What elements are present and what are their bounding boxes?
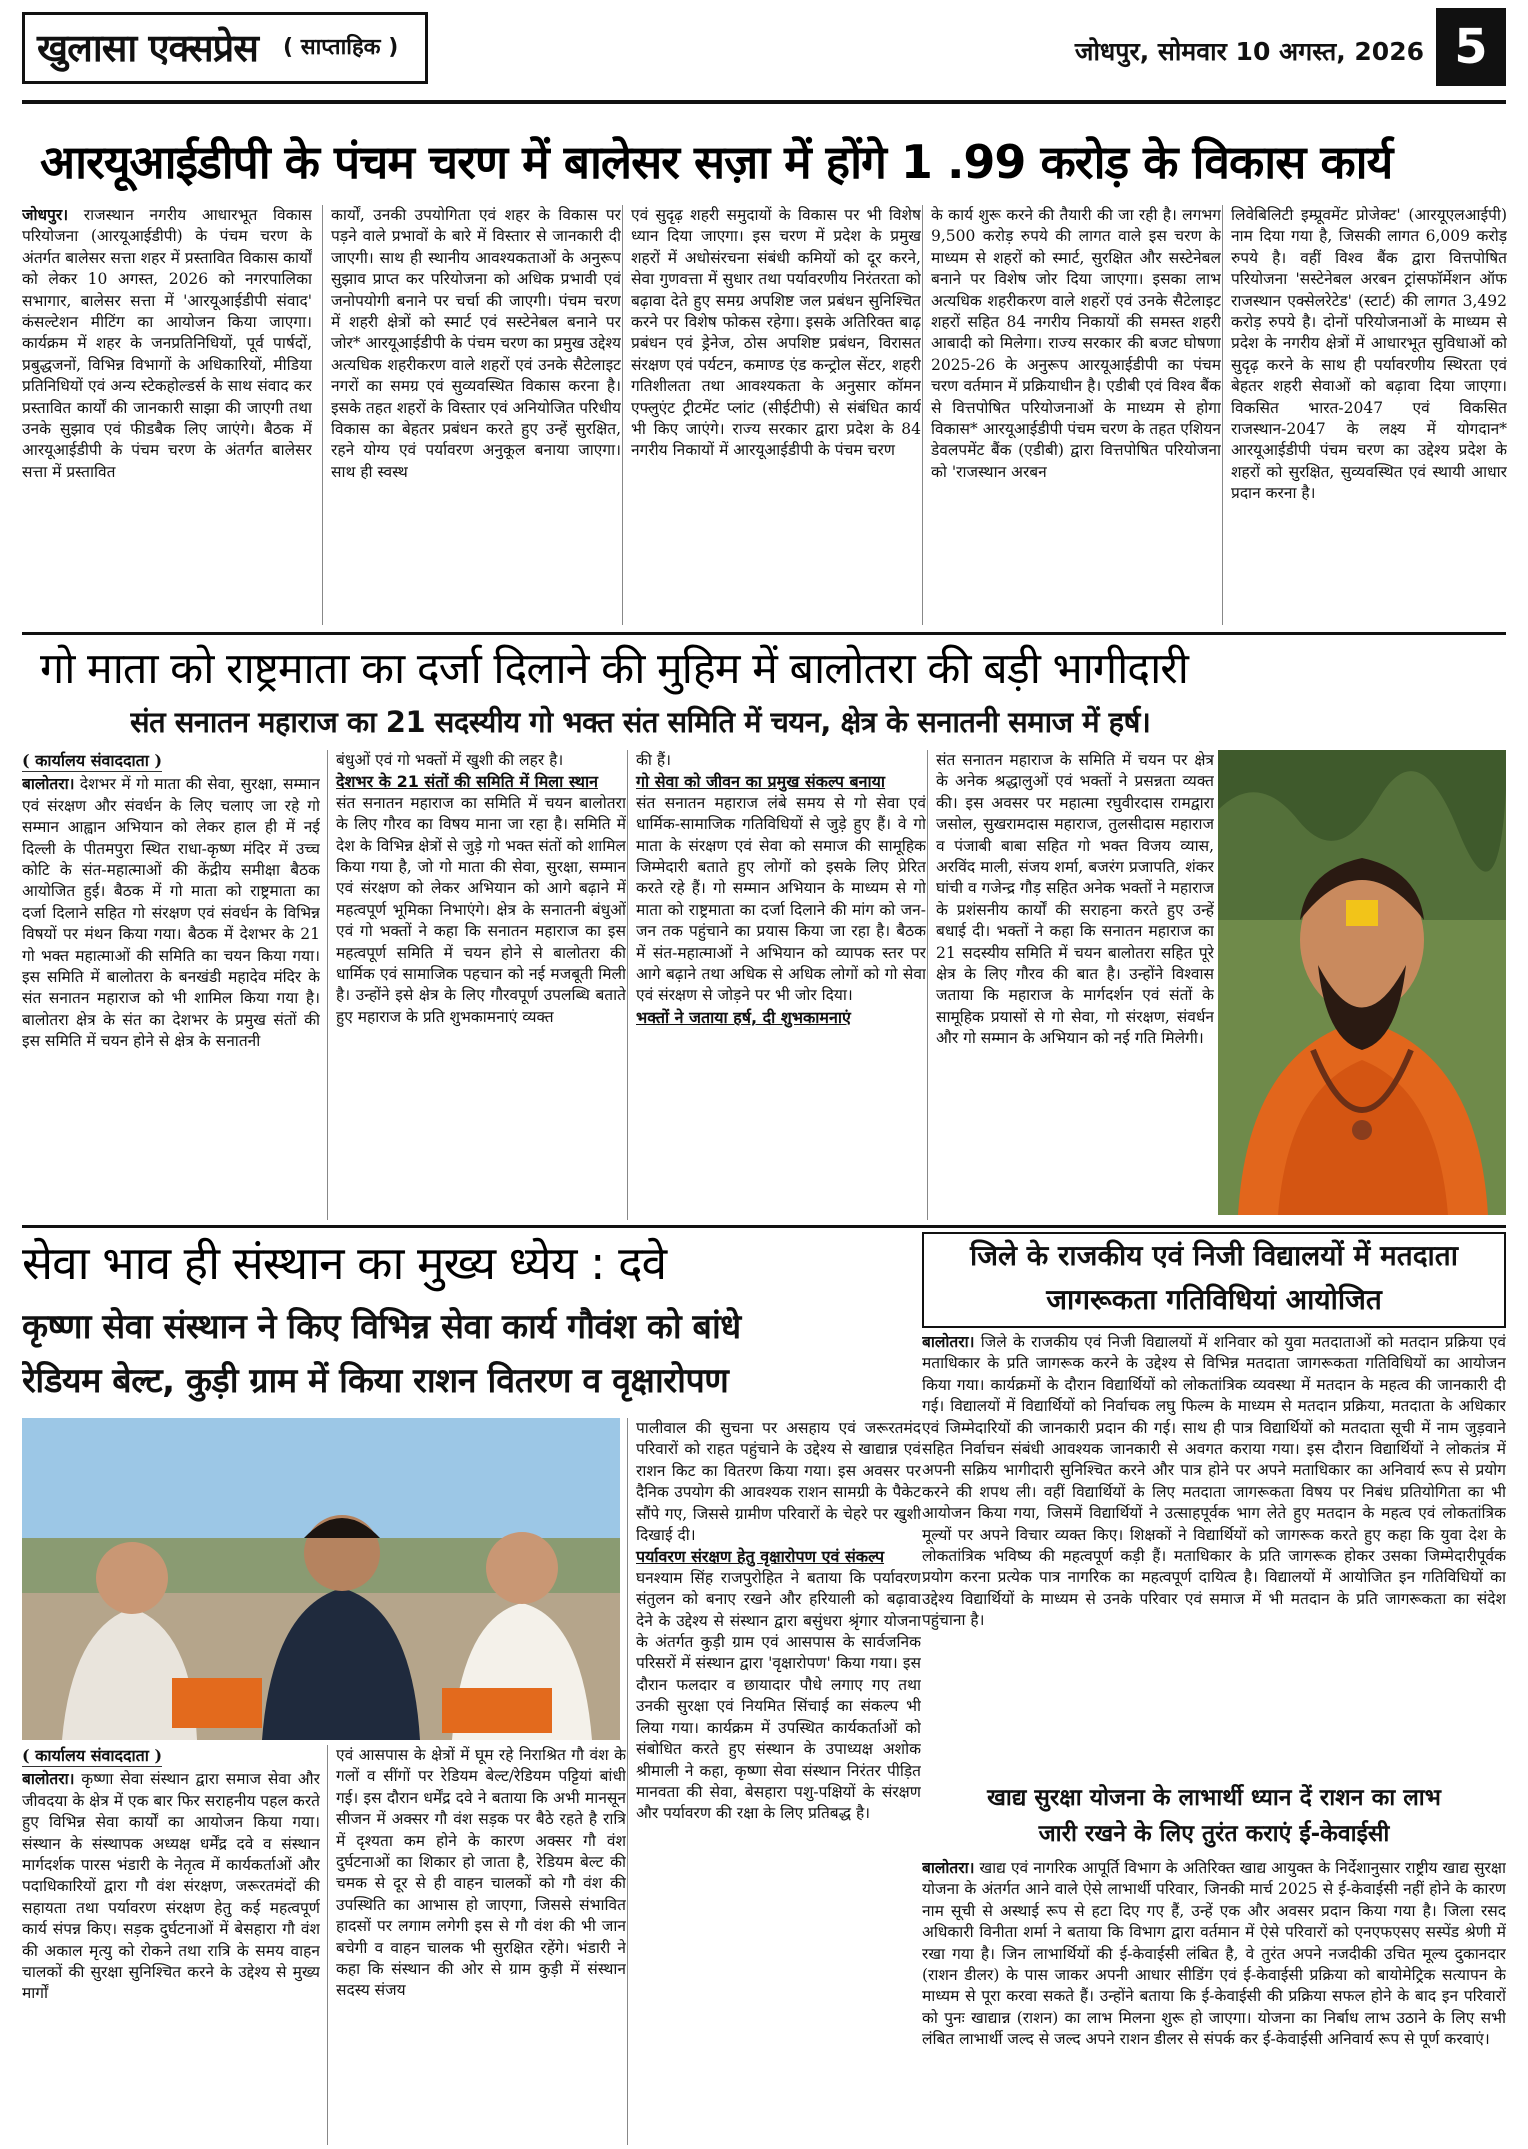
story4-headline-line-1: जिले के राजकीय एवं निजी विद्यालयों में मतदाता	[969, 1239, 1459, 1272]
story5-body	[922, 1858, 1506, 2145]
story1-column-4	[922, 205, 1221, 625]
story2-text-3: संत सनातन महाराज लंबे समय से गो सेवा एवं धार्मिक-सामाजिक गतिविधियों से जुड़े हुए हैं। वे गो माता के संरक्षण एवं सेवा को समाज की सामूहिक जिम्मेदारी बताते हुए लोगों को इसके लिए प्रेरित करते रहे हैं। गो सम्मान अभियान के माध्यम से गो माता को राष्ट्रमाता का दर्जा दिलाने की मांग को जन-जन तक पहुंचाने का प्रयास किया जा रहा है। बैठक में संत-महात्माओं ने अभियान को व्यापक स्तर पर आगे बढ़ाने तथा अधिक से अधिक लोगों को गो सेवा एवं संरक्षण से जोड़ने पर भी जोर दिया।	[636, 793, 926, 1005]
story1-headline: आरयूआईडीपी के पंचम चरण में बालेसर सज़ा में होंगे 1 .99 करोड़ के विकास कार्य	[40, 135, 1393, 189]
story3-column-3	[627, 1418, 921, 2145]
volunteers-photo	[22, 1418, 620, 1740]
story3-subheadline-2: रेडियम बेल्ट, कुड़ी ग्राम में किया राशन वितरण व वृक्षारोपण	[22, 1361, 729, 1401]
story2-column-4	[927, 750, 1214, 1220]
story2-text-2-lead: बंधुओं एवं गो भक्तों में खुशी की लहर है।	[336, 751, 564, 769]
story5-place: बालोतरा।	[922, 1859, 975, 1877]
volunteers-photo-illustration	[22, 1418, 620, 1740]
story2-credit: ( कार्यालय संवाददाता )	[22, 750, 162, 772]
story3-column-2	[327, 1745, 626, 2145]
story3-subheadline-1: कृष्णा सेवा संस्थान ने किए विभिन्न सेवा कार्य गौवंश को बांधे	[22, 1307, 741, 1347]
story1-text-2: कार्यों, उनकी उपयोगिता एवं शहर के विकास पर पड़ने वाले प्रभावों के बारे में विस्तार से जानकारी दी जाएगी। साथ ही स्थानीय आवश्यकताओं के अनुरूप सुझाव प्राप्त कर परियोजना को अधिक प्रभावी एवं जनोपयोगी बनाने पर चर्चा की जाएगी। पंचम चरण में शहरी क्षेत्रों को स्मार्ट एवं सस्टेनेबल बनाने पर जोर* आरयूआईडीपी के पंचम चरण का प्रमुख उद्देश्य अत्यधिक शहरीकरण वाले शहरों एवं उनके सैटेलाइट नगरों का समग्र एवं सुव्यवस्थित विकास करना है। इसके तहत शहरों के विस्तार एवं अनियोजित परिधीय विकास का बेहतर प्रबंधन करते हुए उन्हें सुरक्षित, रहने योग्य एवं पर्यावरण अनुकूल बनाया जाएगा। साथ ही स्वस्थ	[331, 206, 621, 481]
story2-headline: गो माता को राष्ट्रमाता का दर्जा दिलाने की मुहिम में बालोतरा की बड़ी भागीदारी	[40, 644, 1188, 694]
story1-text-4: के कार्य शुरू करने की तैयारी की जा रही है। लगभग 9,500 करोड़ रुपये की लागत वाले इस चरण के माध्यम से शहरों को स्मार्ट, सुरक्षित और सस्टेनेबल बनाने पर विशेष जोर दिया जाएगा। इसका लाभ अत्यधिक शहरीकरण वाले शहरों एवं उनके सैटेलाइट शहरों सहित 84 नगरीय निकायों की समस्त शहरी आबादी को मिलेगा। राज्य सरकार की बजट घोषणा 2025-26 के अनुरूप आरयूआईडीपी का पंचम चरण वर्तमान में प्रक्रियाधीन है। एडीबी एवं विश्व बैंक से वित्तपोषित परियोजनाओं के माध्यम से होगा विकास* आरयूआईडीपी पंचम चरण के तहत एशियन डेवलपमेंट बैंक (एडीबी) द्वारा वित्तपोषित परियोजना को 'राजस्थान अरबन	[931, 206, 1221, 481]
story1-text-1: राजस्थान नगरीय आधारभूत विकास परियोजना (आरयूआईडीपी) के पंचम चरण के अंतर्गत बालेसर सत्ता शहर में प्रस्तावित विकास कार्यों को लेकर 10 अगस्त, 2026 को नगरपालिका सभागार, बालेसर सत्ता में 'आरयूआईडीपी संवाद' कंसल्टेशन मीटिंग का आयोजन किया जाएगा। कार्यक्रम में शहर के जनप्रतिनिधियों, पूर्व पार्षदों, प्रबुद्धजनों, विभिन्न विभागों के अधिकारियों, मीडिया प्रतिनिधियों एवं अन्य स्टेकहोल्डर्स के साथ संवाद कर प्रस्तावित कार्यों की जानकारी साझा की जाएगी तथा उनके सुझाव एवं फीडबैक लिए जाएंगे। बैठक में आरयूआईडीपी के पंचम चरण के अंतर्गत बालेसर सत्ता में प्रस्तावित	[22, 206, 312, 481]
story5-headline-line-1: खाद्य सुरक्षा योजना के लाभार्थी ध्यान दें राशन का लाभ	[987, 1785, 1441, 1811]
story2-column-1	[22, 750, 320, 1220]
story3-credit: ( कार्यालय संवाददाता )	[22, 1745, 162, 1767]
story5-text: खाद्य एवं नागरिक आपूर्ति विभाग के अतिरिक्त खाद्य आयुक्त के निर्देशानुसार राष्ट्रीय खाद्य सुरक्षा योजना के अंतर्गत आने वाले ऐसे लाभार्थी परिवार, जिनकी मार्च 2025 से ई-केवाईसी नहीं होने के कारण नाम सूची से अस्थाई रूप से हटा दिए गए हैं, उन्हें एक और अवसर प्रदान किया गया है। जिला रसद अधिकारी विनीता शर्मा ने बताया कि विभाग द्वारा वर्तमान में ऐसे परिवारों को एनएफएसए सस्पेंड श्रेणी में रखा गया है। जिन लाभार्थियों की ई-केवाईसी लंबित है, वे तुरंत अपने नजदीकी उचित मूल्य दुकानदार (राशन डीलर) के पास जाकर अपनी आधार सीडिंग एवं ई-केवाईसी प्रक्रिया को बायोमेट्रिक सत्यापन के माध्यम से पूरा करवा सकते हैं। उन्होंने बताया कि ई-केवाईसी की प्रक्रिया सफल होने के बाद इन परिवारों को पुनः खाद्यान्न (राशन) का लाभ मिलना शुरू हो जाएगा। योजना का निर्बाध लाभ उठाने के लिए सभी लंबित लाभार्थी जल्द से जल्द अपने राशन डीलर से संपर्क कर ई-केवाईसी अनिवार्य रूप से पूर्ण करवाएं।	[922, 1859, 1506, 2049]
story3-text-1: कृष्णा सेवा संस्थान द्वारा समाज सेवा और जीवदया के क्षेत्र में एक बार फिर सराहनीय पहल करते हुए विभिन्न सेवा कार्यों का आयोजन किया गया। संस्थान के संस्थापक अध्यक्ष धर्मेंद्र दवे व संस्थान मार्गदर्शक पारस भंडारी के नेतृत्व में कार्यकर्ताओं और पदाधिकारियों द्वारा गौ वंश संरक्षण, जरूरतमंदों की सहायता तथा पर्यावरण संरक्षण हेतु कई महत्वपूर्ण कार्य संपन्न किए। सड़क दुर्घटनाओं में बेसहारा गौ वंश की अकाल मृत्यु को रोकने तथा रात्रि के समय वाहन चालकों की सुरक्षा सुनिश्चित करने के उद्देश्य से मुख्य मार्गों	[22, 1770, 320, 2003]
story2-subtitle-2: गो सेवा को जीवन का प्रमुख संकल्प बनाया	[636, 772, 886, 792]
story2-text-4: संत सनातन महाराज के समिति में चयन पर क्षेत्र के अनेक श्रद्धालुओं एवं भक्तों ने प्रसन्नता व्यक्त की। इस अवसर पर महात्मा रघुवीरदास रामद्वारा जसोल, सुखरामदास महाराज, तुलसीदास महाराज व पंजाबी बाबा सहित गो भक्त विजय व्यास, अरविंद माली, संजय शर्मा, बजरंग प्रजापति, शंकर घांची व गजेन्द्र गौड़ सहित अनेक भक्तों ने महाराज के प्रशंसनीय कार्यों की सराहना करते हुए उन्हें बधाई दी। भक्तों ने कहा कि सनातन महाराज का 21 सदस्यीय समिति में चयन बालोतरा सहित पूरे क्षेत्र के लिए गौरव की बात है। उन्होंने विश्वास जताया कि महाराज के मार्गदर्शन एवं संतों के सामूहिक प्रयासों से गो सेवा, गो संरक्षण, संवर्धन और गो सम्मान के अभियान को नई गति मिलेगी।	[936, 751, 1214, 1048]
story1-column-5	[1222, 205, 1507, 625]
story2-text-2: संत सनातन महाराज का समिति में चयन बालोतरा के लिए गौरव का विषय माना जा रहा है। समिति में देश के विभिन्न क्षेत्रों से जुड़े गो भक्त संतों को शामिल किया गया है, जो गो माता की सेवा, सुरक्षा, सम्मान एवं संरक्षण को लेकर अभियान को आगे बढ़ाने में महत्वपूर्ण भूमिका निभाएंगे। क्षेत्र के सनातनी बंधुओं एवं गो भक्तों ने कहा कि सनातन महाराज का इस महत्वपूर्ण समिति में चयन होने से बालोतरा की धार्मिक एवं सामाजिक पहचान को नई मजबूती मिली है। उन्होंने इसे क्षेत्र के लिए गौरवपूर्ण उपलब्धि बताते हुए महाराज के प्रति शुभकामनाएं व्यक्त	[336, 793, 626, 1026]
dateline: जोधपुर, सोमवार 10 अगस्त, 2026	[1074, 37, 1424, 66]
story3-place: बालोतरा।	[22, 1770, 75, 1789]
story2-column-2	[327, 750, 626, 1220]
edition-label: ( साप्ताहिक )	[283, 35, 399, 60]
story3-text-3b: घनश्याम सिंह राजपुरोहित ने बताया कि पर्यावरण संतुलन को बनाए रखने और हरियाली को बढ़ावा देने के उद्देश्य से संस्थान द्वारा बसुंधरा श्रृंगार योजना के अंतर्गत कुड़ी ग्राम एवं आसपास के सार्वजनिक परिसरों में संस्थान द्वारा 'वृक्षारोपण' किया गया। इस दौरान फलदार व छायादार पौधे लगाए गए तथा उनकी सुरक्षा एवं नियमित सिंचाई का संकल्प भी लिया गया। कार्यक्रम में उपस्थित कार्यकर्ताओं को संबोधित करते हुए संस्थान के उपाध्यक्ष अशोक श्रीमाली ने कहा, कृष्णा सेवा संस्थान निरंतर पीड़ित मानवता की सेवा, बेसहारा पशु-पक्षियों के संरक्षण और पर्यावरण की रक्षा के लिए प्रतिबद्ध है।	[636, 1568, 921, 1823]
section-divider-2	[22, 1225, 1506, 1228]
saint-photo	[1218, 750, 1506, 1215]
saint-photo-illustration	[1218, 750, 1506, 1215]
story1-column-3	[622, 205, 921, 625]
story4-body	[922, 1332, 1506, 1772]
story4-headline-line-2: जागरूकता गतिविधियां आयोजित	[1046, 1283, 1382, 1316]
story2-subtitle-1: देशभर के 21 संतों की समिति में मिला स्थान	[336, 772, 599, 792]
story1-place: जोधपुर।	[22, 206, 69, 224]
newspaper-name: खुलासा एक्सप्रेस	[37, 26, 258, 70]
story2-subtitle-3: भक्तों ने जताया हर्ष, दी शुभकामनाएं	[636, 1007, 851, 1027]
story2-place: बालोतरा।	[22, 775, 75, 794]
masthead-nameplate	[22, 12, 428, 84]
story3-text-3: पालीवाल की सुचना पर असहाय एवं जरूरतमंद परिवारों को राहत पहुंचाने के उद्देश्य से खाद्यान्न एवं राशन किट का वितरण किया गया। इस अवसर पर दैनिक उपयोग की आवश्यक राशन सामग्री के पैकेट सौंपे गए, जिससे ग्रामीण परिवारों के चेहरे पर खुशी दिखाई दी।	[636, 1419, 921, 1545]
story4-headline-box	[922, 1232, 1506, 1328]
section-divider-1	[22, 632, 1506, 635]
story5-headline	[922, 1780, 1506, 1852]
story3-text-2: एवं आसपास के क्षेत्रों में घूम रहे निराश्रित गौ वंश के गलों व सींगों पर रेडियम बेल्ट/रेडियम पट्टियां बांधी गई। इस दौरान धर्मेंद्र दवे ने बताया कि अभी मानसून सीजन में अक्सर गौ वंश सड़क पर बैठे रहते है रात्रि में दृश्यता कम होने के कारण अक्सर गौ वंश दुर्घटनाओं का शिकार हो जाता है, रेडियम बेल्ट की चमक से दूर से ही वाहन चालकों को गौ वंश की उपस्थिति का आभास हो जाएगा, जिससे संभावित हादसों पर लगाम लगेगी इस से गौ वंश की भी जान बचेगी व वाहन चालक भी सुरक्षित रहेंगे। भंडारी ने कहा कि संस्थान की ओर से ग्राम कुड़ी में संस्थान सदस्य संजय	[336, 1746, 626, 2000]
story2-subheadline: संत सनातन महाराज का 21 सदस्यीय गो भक्त संत समिति में चयन, क्षेत्र के सनातनी समाज में हर्ष।	[130, 705, 1151, 739]
masthead	[22, 8, 1506, 104]
story2-text-1: देशभर में गो माता की सेवा, सुरक्षा, सम्मान एवं संरक्षण और संवर्धन के लिए चलाए जा रहे गो सम्मान आह्वान अभियान को लेकर हाल ही में नई दिल्ली के पीतमपुरा स्थित राधा-कृष्ण मंदिर में उच्च कोटि के संत-महात्माओं की केंद्रीय समीक्षा बैठक आयोजित हुई। बैठक में गो माता को राष्ट्रमाता का दर्जा दिलाने सहित गो संरक्षण एवं संवर्धन के विभिन्न विषयों पर मंथन किया गया। बैठक में देशभर के 21 गो भक्त महात्माओं की समिति का चयन किया गया। इस समिति में बालोतरा के बनखंडी महादेव मंदिर के संत सनातन महाराज को भी शामिल किया गया है। बालोतरा क्षेत्र के संत का देशभर के प्रमुख संतों की इस समिति में चयन होने से क्षेत्र के सनातनी	[22, 775, 320, 1051]
story4-text: जिले के राजकीय एवं निजी विद्यालयों में शनिवार को युवा मतदाताओं को मतदान प्रक्रिया एवं मताधिकार के प्रति जागरूक करने के उद्देश्य से विभिन्न मतदाता जागरूकता गतिविधियों का आयोजन किया गया। कार्यक्रमों के दौरान विद्यार्थियों को लोकतांत्रिक व्यवस्था में मतदान के महत्व की जानकारी दी गई। विद्यालयों में विद्यार्थियों को निर्वाचक लघु फिल्म के माध्यम से मतदान प्रक्रिया, मतदाता के अधिकार एवं जिम्मेदारियों की जानकारी प्रदान की गई। साथ ही पात्र विद्यार्थियों को मतदाता सूची में नाम जुड़वाने सहित निर्वाचन संबंधी आवश्यक जानकारी से अवगत कराया गया। इस दौरान विद्यार्थियों ने लोकतंत्र में अपनी सक्रिय भागीदारी सुनिश्चित करने और पात्र होने पर अपने मताधिकार का अनिवार्य रूप से प्रयोग करने की शपथ ली। वहीं विद्यार्थियों के लिए मतदाता जागरूकता विषय पर निबंध प्रतियोगिता का भी आयोजन किया गया, जिसमें विद्यार्थियों ने उत्साहपूर्वक भाग लेते हुए मतदान के महत्व एवं लोकतांत्रिक मूल्यों पर अपने विचार व्यक्त किए। शिक्षकों ने विद्यार्थियों को जागरूक करते हुए कहा कि युवा देश के लोकतांत्रिक भविष्य की महत्वपूर्ण कड़ी हैं। मताधिकार के प्रति जागरूक होकर उसका जिम्मेदारीपूर्वक प्रयोग करना प्रत्येक पात्र नागरिक का महत्वपूर्ण दायित्व है। विद्यालयों में आयोजित इन गतिविधियों का उद्देश्य विद्यार्थियों के माध्यम से उनके परिवार एवं समाज में भी मतदान के प्रति जागरूकता का संदेश पहुंचाना है।	[922, 1333, 1506, 1630]
story1-column-2	[322, 205, 621, 625]
story3-column-1	[22, 1745, 320, 2145]
story4-place: बालोतरा।	[922, 1333, 975, 1351]
story3-subtitle: पर्यावरण संरक्षण हेतु वृक्षारोपण एवं संकल्प	[636, 1547, 885, 1567]
story1-column-1	[22, 205, 312, 625]
page-number: 5	[1436, 8, 1506, 86]
story2-column-3	[627, 750, 926, 1220]
story2-text-3-lead: की हैं।	[636, 751, 671, 769]
story1-text-3: एवं सुदृढ़ शहरी समुदायों के विकास पर भी विशेष ध्यान दिया जाएगा। इस चरण में प्रदेश के प्रमुख शहरों में अधोसंरचना संबंधी कमियों को दूर करने, सेवा गुणवत्ता में सुधार तथा पर्यावरणीय निरंतरता को बढ़ावा देते हुए समग्र अपशिष्ट जल प्रबंधन सुनिश्चित करने पर विशेष फोकस रहेगा। इसके अतिरिक्त बाढ़ प्रबंधन एवं ड्रेनेज, ठोस अपशिष्ट प्रबंधन, विरासत संरक्षण एवं पर्यटन, कमाण्ड एंड कन्ट्रोल सेंटर, शहरी गतिशीलता तथा आवश्यकता के अनुसार कॉमन एफ्लुएंट ट्रीटमेंट प्लांट (सीईटीपी) से संबंधित कार्य भी किए जाएंगे। राज्य सरकार द्वारा प्रदेश के 84 नगरीय निकायों में आरयूआईडीपी के पंचम चरण	[631, 206, 921, 460]
story1-text-5: लिवेबिलिटी इम्प्रूवमेंट प्रोजेक्ट' (आरयूएलआईपी) नाम दिया गया है, जिसकी लागत 6,009 करोड़ रुपये है। वहीं विश्व बैंक द्वारा वित्तपोषित परियोजना 'सस्टेनेबल अरबन ट्रांसफॉर्मेशन ऑफ राजस्थान एक्सेलरेटेड' (स्टार्ट) की लागत 3,492 करोड़ रुपये है। दोनों परियोजनाओं के माध्यम से प्रदेश के नगरीय क्षेत्रों में आधारभूत सुविधाओं को सुदृढ़ करने के साथ ही पर्यावरणीय स्थिरता एवं बेहतर शहरी सेवाओं को बढ़ावा दिया जाएगा। विकसित भारत-2047 एवं विकसित राजस्थान-2047 के लक्ष्य में योगदान* आरयूआईडीपी पंचम चरण का उद्देश्य प्रदेश के शहरों को सुरक्षित, सुव्यवस्थित एवं स्थायी आधार प्रदान करना है।	[1231, 206, 1507, 503]
story5-headline-line-2: जारी रखने के लिए तुरंत कराएं ई-केवाईसी	[1038, 1821, 1390, 1847]
story3-headline: सेवा भाव ही संस्थान का मुख्य ध्येय : दवे	[22, 1236, 667, 1290]
